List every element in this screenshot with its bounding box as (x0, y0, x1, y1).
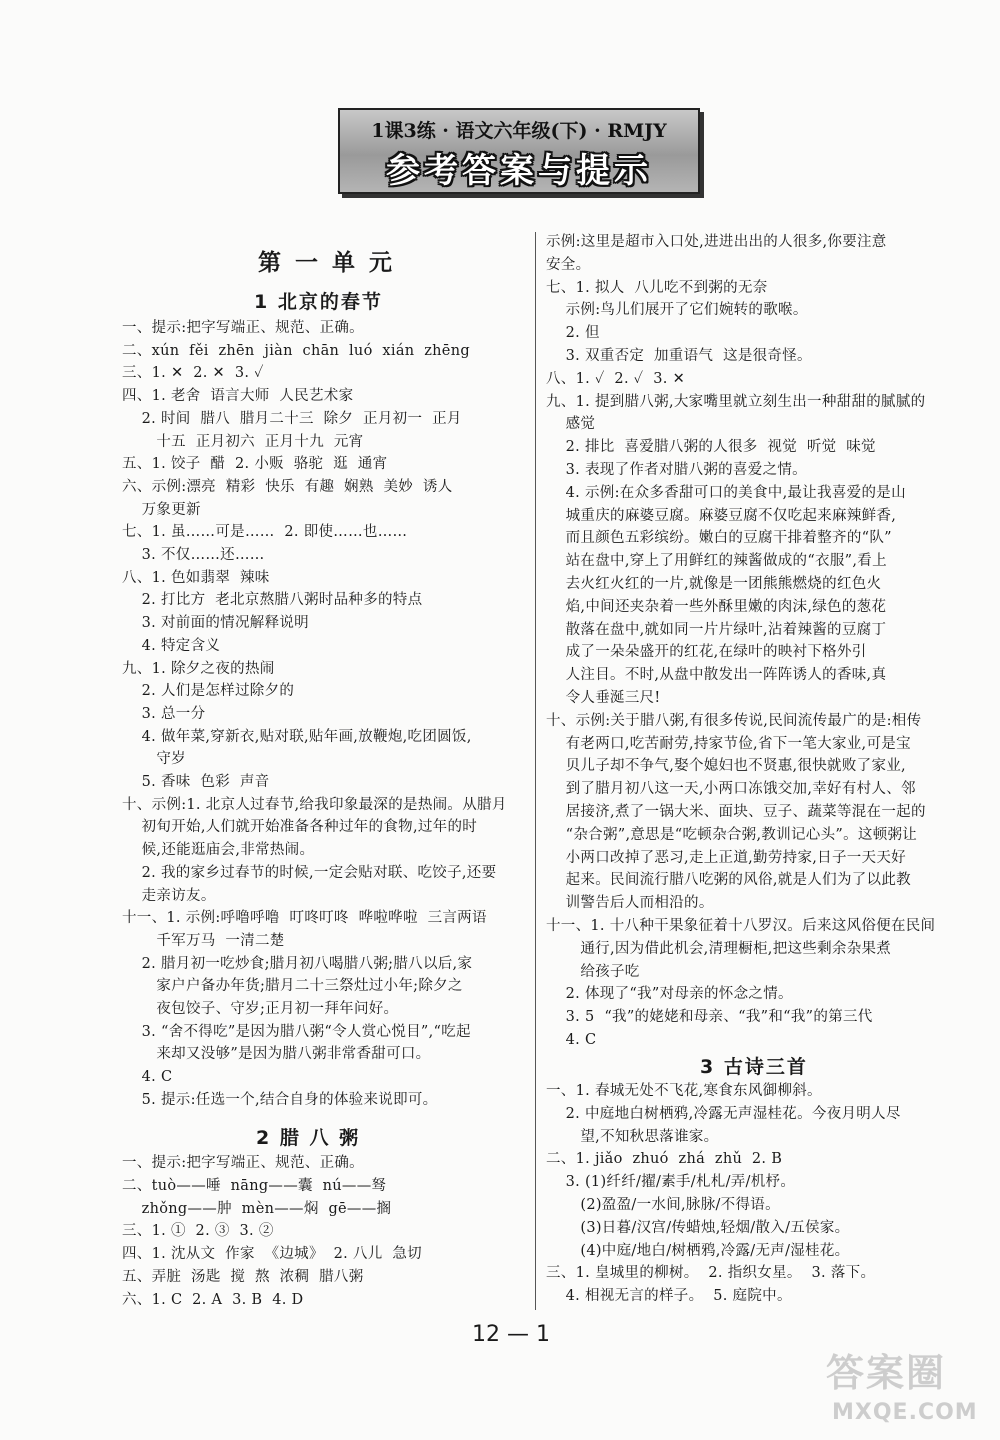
answer-line: 四、1. 老舍 语言大师 人民艺术家 (122, 388, 354, 405)
answer-line: 初旬开始,人们就开始准备各种过年的食物,过年的时 (122, 819, 478, 836)
answer-line: 而且颜色五彩缤纷。嫩白的豆腐干排着整齐的“队” (546, 530, 892, 547)
answer-line: 七、1. 虽……可是…… 2. 即使……也…… (122, 524, 408, 541)
answer-line: (3)日暮/汉宫/传蜡烛,轻烟/散入/五侯家。 (546, 1219, 850, 1236)
answer-line: 千军万马 一清二楚 (122, 932, 285, 949)
answer-line: 贝儿子却不争气,娶个媳妇也不贤惠,很快就败了家业, (546, 758, 906, 775)
answer-line: 3. “舍不得吃”是因为腊八粥“令人赏心悦目”,“吃起 (122, 1023, 471, 1040)
header-banner (338, 108, 700, 194)
answer-line: 五、1. 饺子 醋 2. 小贩 骆驼 逛 通宵 (122, 456, 388, 473)
answer-line: 三、1. ① 2. ③ 3. ② (122, 1223, 274, 1240)
answer-line: 一、提示:把字写端正、规范、正确。 (122, 1155, 364, 1171)
answer-line: 2. 打比方 老北京熬腊八粥时品种多的特点 (122, 592, 423, 609)
answer-line: 成了一朵朵盛开的红花,在绿叶的映衬下格外引 (546, 644, 867, 661)
answer-line: 示例:这里是超市入口处,进进出出的人很多,你要注意 (546, 234, 887, 250)
answer-line: 小两口改掉了恶习,走上正道,勤劳持家,日子一天天好 (546, 849, 906, 866)
answer-line: 2. 排比 喜爱腊八粥的人很多 视觉 听觉 味觉 (546, 439, 876, 456)
answer-line: 2. 中庭地白树栖鸦,冷露无声湿桂花。今夜月明人尽 (546, 1105, 901, 1122)
answer-line: 3. 表现了作者对腊八粥的喜爱之情。 (546, 462, 807, 478)
answer-line: 令人垂涎三尺! (546, 690, 661, 706)
lesson-3-title: 3 古诗三首 (700, 1056, 808, 1078)
answer-line: 3. 对前面的情况解释说明 (122, 615, 309, 632)
answer-line: 九、1. 提到腊八粥,大家嘴里就立刻生出一种甜甜的腻腻的 (546, 393, 926, 410)
answer-line: 2. 人们是怎样过除夕的 (122, 683, 295, 700)
answer-line: 走亲访友。 (122, 887, 216, 904)
answer-line: 万象更新 (122, 501, 201, 518)
answer-line: 感觉 (546, 416, 596, 433)
answer-line: 候,还能逛庙会,非常热闹。 (122, 842, 315, 859)
unit-title: 第 一 单 元 (258, 250, 396, 276)
answer-line: 二、tuò——唾 nāng——囊 nú——驽 (122, 1177, 387, 1194)
answer-line: 十一、1. 十八种干果象征着十八罗汉。后来这风俗便在民间 (546, 918, 936, 934)
answer-line: 城重庆的麻婆豆腐。麻婆豆腐不仅吃起来麻辣鲜香, (546, 507, 897, 524)
answer-line: 4. 做年菜,穿新衣,贴对联,贴年画,放鞭炮,吃团圆饭, (122, 728, 472, 745)
answer-line: 示例:鸟儿们展开了它们婉转的歌喉。 (546, 302, 808, 319)
answer-line: 去火红火红的一片,就像是一团熊熊燃烧的红色火 (546, 576, 882, 592)
answer-line: 八、1. ✓ 2. ✓ 3. ✕ (546, 370, 686, 387)
page-number: 12 — 1 (472, 1322, 550, 1347)
answer-line: 七、1. 拟人 八儿吃不到粥的无奈 (546, 279, 768, 296)
answer-line: 2. 我的家乡过春节的时候,一定会贴对联、吃饺子,还要 (122, 864, 497, 881)
watermark-url: MXQE.COM (832, 1400, 978, 1425)
answer-line: (4)中庭/地白/树栖鸦,冷露/无声/湿桂花。 (546, 1242, 850, 1259)
answer-line: 九、1. 除夕之夜的热闹 (122, 660, 275, 677)
book-subtitle: 1课3练 · 语文六年级(下) · RMJY (371, 120, 667, 142)
answer-line: 十一、1. 示例:呼噜呼噜 叮咚叮咚 哗啦哗啦 三言两语 (122, 910, 487, 927)
answer-line: 居接济,煮了一锅大米、面块、豆子、蔬菜等混在一起的 (546, 804, 926, 820)
answer-line: 焰,中间还夹杂着一些外酥里嫩的肉沫,绿色的葱花 (546, 598, 887, 615)
answer-line: 4. 相视无言的样子。 5. 庭院中。 (546, 1288, 792, 1305)
lesson-1-title: 1 北京的春节 (254, 291, 383, 313)
answer-line: 二、xún fěi zhēn jiàn chān luó xián zhēng (122, 342, 470, 359)
lesson-2-title: 2 腊 八 粥 (256, 1127, 361, 1149)
answer-line: 六、示例:漂亮 精彩 快乐 有趣 娴熟 美妙 诱人 (122, 478, 453, 495)
answer-line: 5. 香味 色彩 声音 (122, 774, 270, 790)
answer-line: 3. 5 “我”的姥姥和母亲、“我”和“我”的第三代 (546, 1009, 873, 1026)
answer-line: 夜包饺子、守岁;正月初一拜年问好。 (122, 1001, 399, 1017)
answer-line: zhǒng——肿 mèn——焖 gē——搁 (122, 1200, 392, 1217)
answer-line: “杂合粥”,意思是“吃顿杂合粥,教训记心头”。这顿粥让 (546, 826, 918, 843)
answer-line: 3. (1)纤纤/擢/素手/札札/弄/机杼。 (546, 1174, 796, 1191)
answer-line: 家户户备办年货;腊月二十三祭灶过小年;除夕之 (122, 978, 463, 995)
answer-line: 一、1. 春城无处不飞花,寒食东风御柳斜。 (546, 1083, 822, 1099)
watermark-text: 答案圈 (826, 1351, 947, 1395)
answer-line: 通行,因为借此机会,清理橱柜,把这些剩余杂果煮 (546, 940, 892, 957)
answer-line: 三、1. ✕ 2. ✕ 3. ✓ (122, 365, 264, 382)
answer-line: 八、1. 色如翡翠 辣味 (122, 569, 270, 586)
watermark-logo (820, 1342, 990, 1432)
answer-line: 有老两口,吃苦耐劳,持家节俭,省下一笔大家业,可是宝 (546, 735, 911, 752)
answer-line: 训警告后人而相沿的。 (546, 895, 714, 912)
answer-line: 3. 双重否定 加重语气 这是很奇怪。 (546, 348, 812, 364)
answer-line: 5. 提示:任选一个,结合自身的体验来说即可。 (122, 1091, 438, 1108)
answer-line: 安全。 (546, 256, 591, 273)
answer-line: 起来。民间流行腊八吃粥的风俗,就是人们为了以此教 (546, 872, 911, 889)
answer-line: 五、弄脏 汤匙 搅 熬 浓稠 腊八粥 (122, 1269, 364, 1285)
answer-line: 3. 不仅……还…… (122, 547, 265, 563)
answer-line: 4. C (546, 1032, 597, 1048)
answer-line: 到了腊月初八这一天,小两口冻饿交加,幸好有村人、邻 (546, 781, 916, 798)
answer-line: 守岁 (122, 751, 186, 768)
answer-line: 六、1. C 2. A 3. B 4. D (122, 1291, 304, 1308)
answer-line: 2. 体现了“我”对母亲的怀念之情。 (546, 986, 793, 1003)
column-divider (535, 232, 536, 1310)
answer-line: 四、1. 沈从文 作家 《边城》 2. 八儿 急切 (122, 1246, 422, 1263)
answer-line: 三、1. 皇城里的柳树。 2. 指织女星。 3. 落下。 (546, 1265, 876, 1282)
answer-line: 一、提示:把字写端正、规范、正确。 (122, 320, 364, 336)
answer-line: 2. 时间 腊八 腊月二十三 除夕 正月初一 正月 (122, 410, 462, 427)
answer-line: 3. 总一分 (122, 705, 206, 722)
answer-line: 十五 正月初六 正月十九 元宵 (122, 433, 364, 450)
answer-line: 散落在盘中,就如同一片片绿叶,沾着辣酱的豆腐丁 (546, 621, 887, 638)
answer-line: 十、示例:关于腊八粥,有很多传说,民间流传最广的是:相传 (546, 712, 922, 729)
page-title: 参考答案与提示 (386, 151, 652, 191)
answer-line: 来却又没够”是因为腊八粥非常香甜可口。 (122, 1046, 431, 1063)
answer-line: 2. 腊月初一吃炒食;腊月初八喝腊八粥;腊八以后,家 (122, 955, 473, 972)
answer-line: 2. 但 (546, 325, 600, 342)
answer-line: 站在盘中,穿上了用鲜红的辣酱做成的“衣服”,看上 (546, 553, 887, 570)
answer-line: 二、1. jiǎo zhuó zhá zhǔ 2. B (546, 1151, 783, 1168)
answer-line: (2)盈盈/一水间,脉脉/不得语。 (546, 1197, 780, 1213)
answer-line: 4. C (122, 1069, 173, 1086)
answer-line: 4. 特定含义 (122, 637, 221, 654)
answer-line: 人注目。不时,从盘中散发出一阵阵诱人的香味,真 (546, 667, 887, 684)
answer-line: 望,不知秋思落谁家。 (546, 1128, 719, 1145)
answer-line: 4. 示例:在众多香甜可口的美食中,最让我喜爱的是山 (546, 484, 906, 501)
answer-line: 给孩子吃 (546, 963, 640, 980)
answer-line: 十、示例:1. 北京人过春节,给我印象最深的是热闹。从腊月 (122, 796, 507, 813)
